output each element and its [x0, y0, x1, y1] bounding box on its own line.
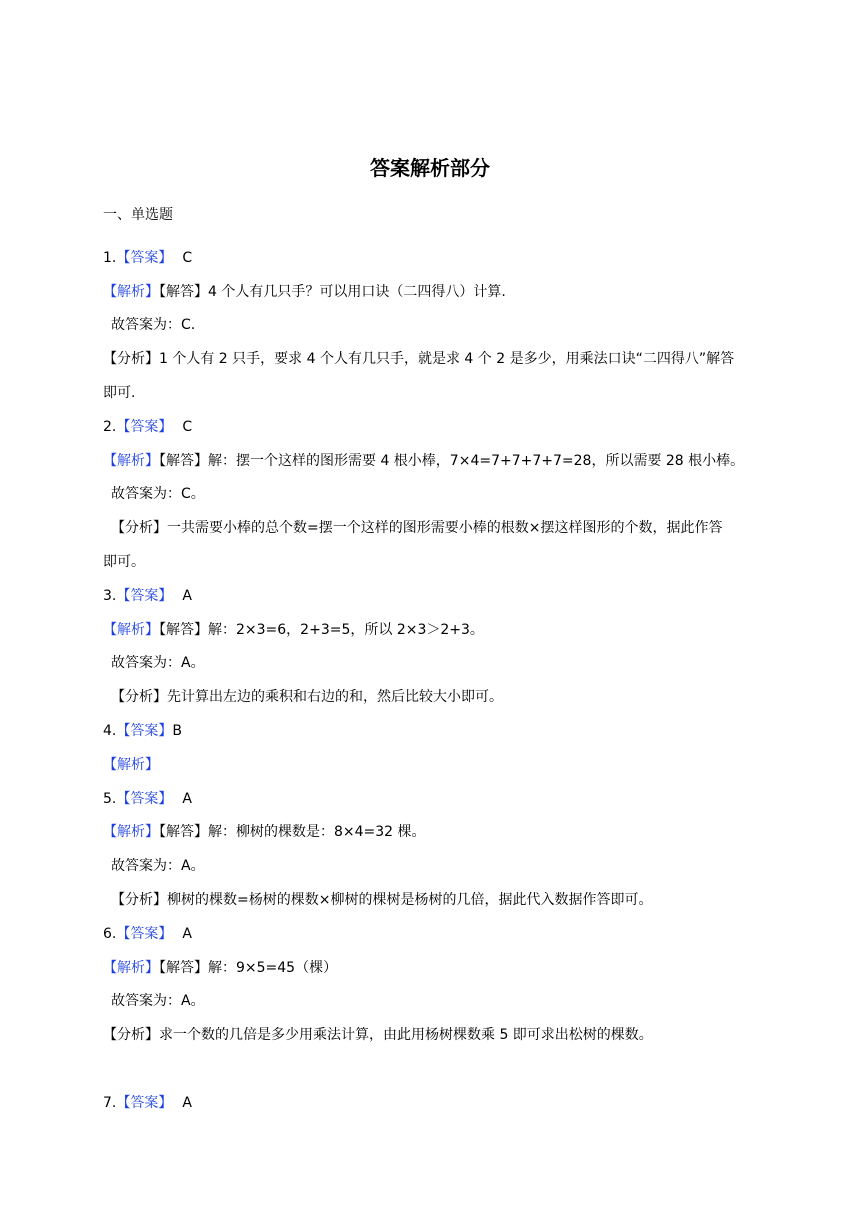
question-4-solution — [103, 754, 763, 776]
section-heading: 一、单选题 — [103, 207, 173, 223]
answer-tag: 【答案】 — [116, 926, 173, 942]
analysis-tag: 【解析】 — [103, 757, 159, 773]
answer-tag: 【答案】 — [116, 791, 173, 807]
question-3-solution — [103, 619, 763, 641]
question-1-solution — [103, 281, 763, 303]
question-6-answer — [103, 923, 763, 945]
question-number: 7. — [103, 1095, 117, 1111]
question-1-analysis-cont: 即可. — [103, 385, 136, 401]
answer-value: C — [182, 419, 193, 435]
analysis-tag: 【解析】 — [103, 284, 159, 300]
question-5-answer — [103, 788, 763, 810]
solution-text: 【解答】4 个人有几只手？可以用口诀（二四得八）计算. — [159, 284, 506, 300]
question-number: 2. — [103, 419, 117, 435]
question-number: 6. — [103, 926, 117, 942]
page-title: 答案解析部分 — [370, 156, 490, 180]
solution-text: 【解答】解：柳树的棵数是：8×4=32 棵。 — [159, 824, 426, 840]
solution-text: 【解答】解：9×5=45（棵） — [159, 960, 338, 976]
question-number: 3. — [103, 588, 117, 604]
question-number: 4. — [103, 723, 117, 739]
answer-tag: 【答案】 — [116, 723, 173, 739]
question-5-solution — [103, 821, 763, 843]
question-3-analysis: 【分析】先计算出左边的乘积和右边的和，然后比较大小即可。 — [111, 689, 503, 705]
question-2-answer — [103, 416, 763, 438]
answer-value: C — [182, 250, 193, 266]
question-3-result: 故答案为：A。 — [111, 655, 205, 671]
answer-tag: 【答案】 — [116, 1095, 173, 1111]
question-5-analysis: 【分析】柳树的棵数=杨树的棵数×柳树的棵树是杨树的几倍，据此代入数据作答即可。 — [111, 892, 653, 908]
question-2-result: 故答案为：C。 — [111, 486, 205, 502]
question-7-answer — [103, 1092, 763, 1114]
solution-text: 【解答】解：摆一个这样的图形需要 4 根小棒，7×4=7+7+7+7=28，所以需要 28 根小棒。 — [159, 453, 745, 469]
question-6-analysis: 【分析】求一个数的几倍是多少用乘法计算，由此用杨树棵数乘 5 即可求出松树的棵数。 — [103, 1027, 653, 1043]
answer-value: A — [182, 926, 192, 942]
analysis-tag: 【解析】 — [103, 824, 159, 840]
question-2-analysis: 【分析】一共需要小棒的总个数=摆一个这样的图形需要小棒的根数×摆这样图形的个数，据此作答 — [111, 520, 723, 536]
question-1-analysis: 【分析】1 个人有 2 只手，要求 4 个人有几只手，就是求 4 个 2 是多少，用乘法口诀“二四得八”解答 — [103, 351, 735, 367]
analysis-tag: 【解析】 — [103, 960, 159, 976]
question-number: 1. — [103, 250, 117, 266]
question-number: 5. — [103, 791, 117, 807]
answer-value: B — [172, 723, 182, 739]
question-3-answer — [103, 585, 763, 607]
question-2-solution — [103, 450, 763, 472]
question-6-result: 故答案为：A。 — [111, 993, 205, 1009]
answer-value: A — [182, 1095, 192, 1111]
answer-value: A — [182, 791, 192, 807]
analysis-tag: 【解析】 — [103, 622, 159, 638]
answer-tag: 【答案】 — [116, 250, 173, 266]
answer-tag: 【答案】 — [116, 588, 173, 604]
question-2-analysis-cont: 即可。 — [103, 554, 145, 570]
question-1-result: 故答案为：C. — [111, 317, 196, 333]
question-5-result: 故答案为：A。 — [111, 858, 205, 874]
answer-tag: 【答案】 — [116, 419, 173, 435]
solution-text: 【解答】解：2×3=6，2+3=5，所以 2×3＞2+3。 — [159, 622, 484, 638]
question-4-answer — [103, 720, 763, 742]
question-6-solution — [103, 957, 763, 979]
answer-value: A — [182, 588, 192, 604]
question-1-answer — [103, 247, 763, 269]
analysis-tag: 【解析】 — [103, 453, 159, 469]
